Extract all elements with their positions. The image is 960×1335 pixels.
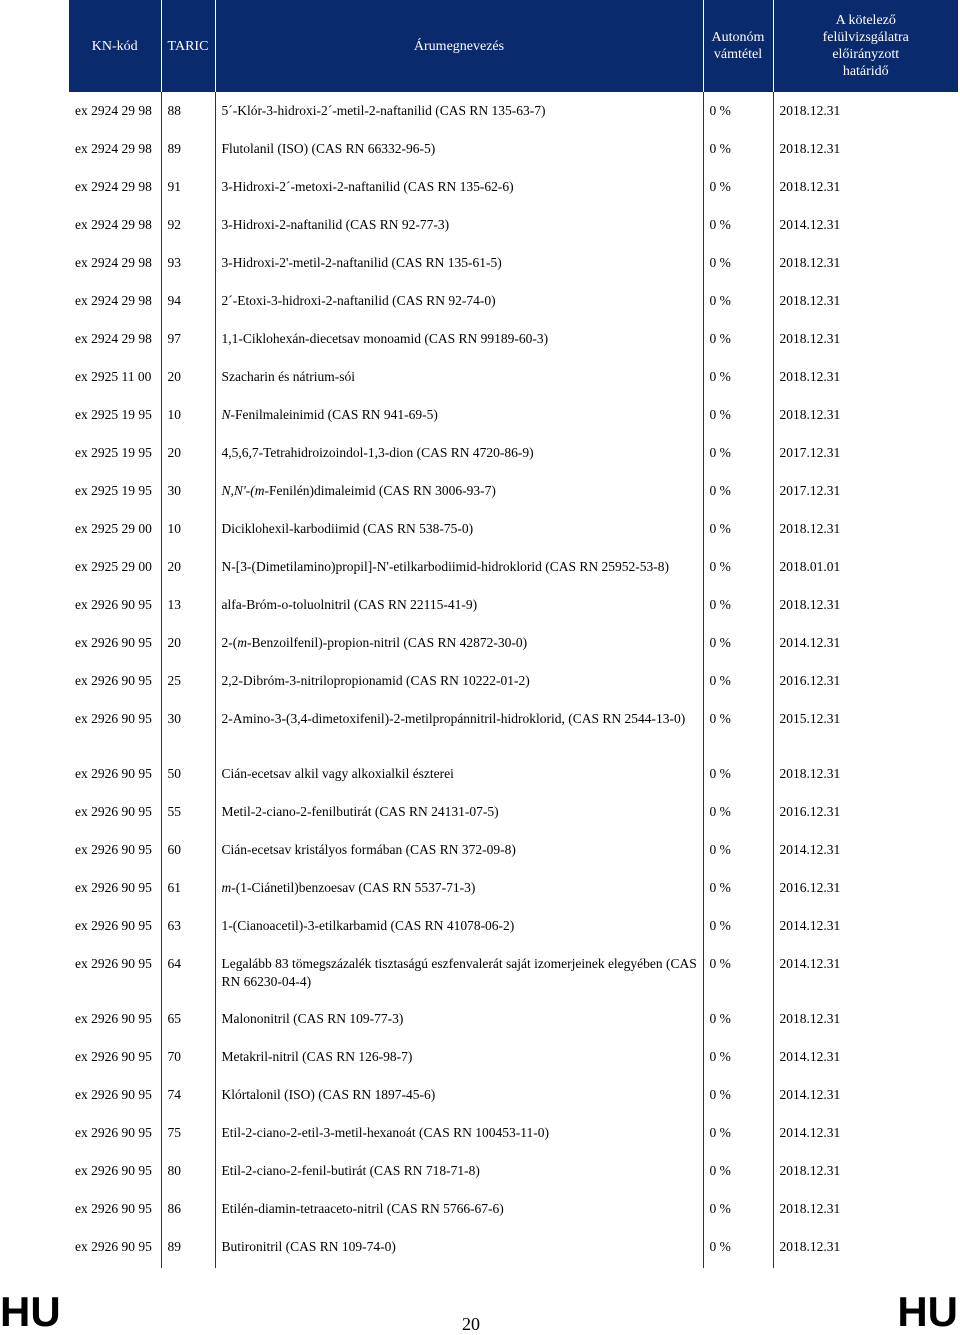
review-date-cell: 2016.12.31 [773,871,958,909]
kn-code-cell: ex 2924 29 98 [75,179,152,194]
duty-rate-cell: 0 % [703,474,773,512]
review-date-cell: 2014.12.31 [773,833,958,871]
taric-cell: 75 [161,1116,215,1154]
duty-rate-cell: 0 % [703,1192,773,1230]
taric-cell: 97 [161,322,215,360]
review-date-cell: 2018.12.31 [773,170,958,208]
table-row [69,170,958,208]
description-cell: 4,5,6,7-Tetrahidroizoindol-1,3-dion (CAS RN 4720-86-9) [215,436,703,474]
taric-cell: 70 [161,1040,215,1078]
footer-country-code-right: HU [897,1288,958,1335]
review-date-cell: 2018.12.31 [773,588,958,626]
duty-rate-cell: 0 % [703,550,773,588]
header-review-line: előirányzott [832,47,900,62]
duty-rate-cell: 0 % [703,1116,773,1154]
header-taric: TARIC [161,0,215,92]
kn-code-cell: ex 2926 90 95 [75,1239,152,1254]
table-row [69,208,958,246]
review-date-cell: 2014.12.31 [773,947,958,1002]
table-row [69,1116,958,1154]
kn-code-cell: ex 2926 90 95 [75,673,152,688]
review-date-cell: 2017.12.31 [773,474,958,512]
description-cell: Etil-2-ciano-2-etil-3-metil-hexanoát (CAS RN 100453-11-0) [215,1116,703,1154]
table-row [69,871,958,909]
kn-code-cell: ex 2926 90 95 [75,597,152,612]
duty-rate-cell: 0 % [703,436,773,474]
table-row [69,398,958,436]
duty-rate-cell: 0 % [703,1078,773,1116]
duty-rate-cell: 0 % [703,871,773,909]
duty-rate-cell: 0 % [703,1154,773,1192]
duty-rate-cell: 0 % [703,512,773,550]
kn-code-cell: ex 2926 90 95 [75,635,152,650]
review-date-cell: 2018.12.31 [773,360,958,398]
description-cell: 1-(Cianoacetil)-3-etilkarbamid (CAS RN 41078-06-2) [215,909,703,947]
table-row [69,246,958,284]
table-row [69,947,958,1002]
table-row [69,626,958,664]
taric-cell: 50 [161,757,215,795]
kn-code-cell: ex 2926 90 95 [75,1011,152,1026]
duty-rate-cell: 0 % [703,1002,773,1040]
kn-code-cell: ex 2925 19 95 [75,483,152,498]
review-date-cell: 2018.12.31 [773,1192,958,1230]
table-row [69,664,958,702]
table-row [69,92,958,132]
review-date-cell: 2015.12.31 [773,702,958,757]
taric-cell: 88 [161,92,215,132]
review-date-cell: 2017.12.31 [773,436,958,474]
review-date-cell: 2014.12.31 [773,909,958,947]
table-row [69,702,958,757]
table-header-row [69,0,958,92]
review-date-cell: 2018.12.31 [773,92,958,132]
description-cell: 2´-Etoxi-3-hidroxi-2-naftanilid (CAS RN 92-74-0) [215,284,703,322]
header-description: Árumegnevezés [215,0,703,92]
description-cell: 3-Hidroxi-2-naftanilid (CAS RN 92-77-3) [215,208,703,246]
page-number: 20 [462,1314,480,1334]
taric-cell: 91 [161,170,215,208]
review-date-cell: 2014.12.31 [773,208,958,246]
taric-cell: 20 [161,436,215,474]
table-row [69,795,958,833]
taric-cell: 64 [161,947,215,1002]
taric-cell: 20 [161,550,215,588]
review-date-cell: 2016.12.31 [773,795,958,833]
description-cell: 2,2-Dibróm-3-nitrilopropionamid (CAS RN 10222-01-2) [215,664,703,702]
duty-rate-cell: 0 % [703,702,773,757]
table-row [69,833,958,871]
review-date-cell: 2018.12.31 [773,322,958,360]
kn-code-cell: ex 2925 19 95 [75,407,152,422]
description-cell: alfa-Bróm-o-toluolnitril (CAS RN 22115-41-9) [215,588,703,626]
kn-code-cell: ex 2925 29 00 [75,521,152,536]
table-row [69,1154,958,1192]
description-cell: Klórtalonil (ISO) (CAS RN 1897-45-6) [215,1078,703,1116]
review-date-cell: 2014.12.31 [773,1078,958,1116]
kn-code-cell: ex 2926 90 95 [75,956,152,971]
taric-cell: 94 [161,284,215,322]
table-row [69,1002,958,1040]
kn-code-cell: ex 2926 90 95 [75,711,152,726]
review-date-cell: 2018.12.31 [773,1002,958,1040]
taric-cell: 89 [161,1230,215,1268]
taric-cell: 93 [161,246,215,284]
header-duty-line: Autonóm [711,30,765,45]
taric-cell: 10 [161,398,215,436]
duty-rate-cell: 0 % [703,795,773,833]
taric-cell: 63 [161,909,215,947]
duty-rate-cell: 0 % [703,246,773,284]
kn-code-cell: ex 2926 90 95 [75,766,152,781]
duty-rate-cell: 0 % [703,626,773,664]
review-date-cell: 2018.01.01 [773,550,958,588]
review-date-cell: 2018.12.31 [773,1230,958,1268]
kn-code-cell: ex 2924 29 98 [75,255,152,270]
description-cell: m-(1-Ciánetil)benzoesav (CAS RN 5537-71-3) [215,871,703,909]
description-cell: Etil-2-ciano-2-fenil-butirát (CAS RN 718-71-8) [215,1154,703,1192]
description-cell: 3-Hidroxi-2'-metil-2-naftanilid (CAS RN 135-61-5) [215,246,703,284]
duty-rate-cell: 0 % [703,664,773,702]
table-row [69,588,958,626]
taric-cell: 25 [161,664,215,702]
taric-cell: 74 [161,1078,215,1116]
duty-rate-cell: 0 % [703,398,773,436]
review-date-cell: 2018.12.31 [773,1154,958,1192]
taric-cell: 20 [161,360,215,398]
duty-rate-cell: 0 % [703,588,773,626]
kn-code-cell: ex 2926 90 95 [75,804,152,819]
header-duty-line: vámtétel [713,47,763,62]
kn-code-cell: ex 2925 29 00 [75,559,152,574]
header-review-line: felülvizsgálatra [822,30,909,45]
kn-code-cell: ex 2924 29 98 [75,331,152,346]
table-row [69,909,958,947]
description-cell: 5´-Klór-3-hidroxi-2´-metil-2-naftanilid (CAS RN 135-63-7) [215,92,703,132]
kn-code-cell: ex 2925 19 95 [75,445,152,460]
description-cell: N,N'-(m-Fenilén)dimaleimid (CAS RN 3006-93-7) [215,474,703,512]
kn-code-cell: ex 2924 29 98 [75,103,152,118]
table-row [69,360,958,398]
taric-cell: 20 [161,626,215,664]
footer-country-code-left: HU [0,1288,61,1335]
taric-cell: 10 [161,512,215,550]
review-date-cell: 2018.12.31 [773,757,958,795]
kn-code-cell: ex 2926 90 95 [75,918,152,933]
kn-code-cell: ex 2924 29 98 [75,293,152,308]
kn-code-cell: ex 2925 11 00 [75,369,152,384]
review-date-cell: 2018.12.31 [773,512,958,550]
description-cell: N-Fenilmaleinimid (CAS RN 941-69-5) [215,398,703,436]
table-row [69,550,958,588]
duty-rate-cell: 0 % [703,208,773,246]
kn-code-cell: ex 2926 90 95 [75,1049,152,1064]
table-row [69,1230,958,1268]
duty-rate-cell: 0 % [703,757,773,795]
table-row [69,436,958,474]
taric-cell: 92 [161,208,215,246]
duty-rate-cell: 0 % [703,170,773,208]
description-cell: Diciklohexil-karbodiimid (CAS RN 538-75-0) [215,512,703,550]
taric-cell: 86 [161,1192,215,1230]
taric-cell: 30 [161,702,215,757]
header-review-line: határidő [842,64,889,79]
kn-code-cell: ex 2924 29 98 [75,217,152,232]
tariff-table [69,0,958,1268]
taric-cell: 80 [161,1154,215,1192]
description-cell: Cián-ecetsav kristályos formában (CAS RN 372-09-8) [215,833,703,871]
duty-rate-cell: 0 % [703,92,773,132]
description-cell: 3-Hidroxi-2´-metoxi-2-naftanilid (CAS RN 135-62-6) [215,170,703,208]
kn-code-cell: ex 2926 90 95 [75,1201,152,1216]
review-date-cell: 2018.12.31 [773,398,958,436]
review-date-cell: 2018.12.31 [773,284,958,322]
table-row [69,1040,958,1078]
description-cell: N-[3-(Dimetilamino)propil]-N'-etilkarbodiimid-hidroklorid (CAS RN 25952-53-8) [215,550,703,588]
description-cell: 2-Amino-3-(3,4-dimetoxifenil)-2-metilpropánnitril-hidroklorid, (CAS RN 2544-13-0) [215,702,703,757]
duty-rate-cell: 0 % [703,1040,773,1078]
description-cell: Metil-2-ciano-2-fenilbutirát (CAS RN 24131-07-5) [215,795,703,833]
table-row [69,1078,958,1116]
table-row [69,132,958,170]
taric-cell: 55 [161,795,215,833]
kn-code-cell: ex 2926 90 95 [75,880,152,895]
description-cell: Malononitril (CAS RN 109-77-3) [215,1002,703,1040]
taric-cell: 89 [161,132,215,170]
review-date-cell: 2014.12.31 [773,1040,958,1078]
description-cell: Szacharin és nátrium-sói [215,360,703,398]
duty-rate-cell: 0 % [703,1230,773,1268]
duty-rate-cell: 0 % [703,360,773,398]
description-cell: 2-(m-Benzoilfenil)-propion-nitril (CAS RN 42872-30-0) [215,626,703,664]
description-cell: 1,1-Ciklohexán-diecetsav monoamid (CAS RN 99189-60-3) [215,322,703,360]
review-date-cell: 2016.12.31 [773,664,958,702]
kn-code-cell: ex 2926 90 95 [75,1087,152,1102]
header-duty-rate [703,0,773,92]
review-date-cell: 2018.12.31 [773,132,958,170]
review-date-cell: 2014.12.31 [773,1116,958,1154]
description-cell: Metakril-nitril (CAS RN 126-98-7) [215,1040,703,1078]
kn-code-cell: ex 2926 90 95 [75,1125,152,1140]
description-cell: Legalább 83 tömegszázalék tisztaságú eszfenvalerát saját izomerjeinek elegyében (CAS RN 66230-04-4) [215,947,703,1002]
table-row [69,1192,958,1230]
duty-rate-cell: 0 % [703,833,773,871]
header-review-date [773,0,958,92]
duty-rate-cell: 0 % [703,909,773,947]
taric-cell: 61 [161,871,215,909]
kn-code-cell: ex 2926 90 95 [75,842,152,857]
description-cell: Flutolanil (ISO) (CAS RN 66332-96-5) [215,132,703,170]
table-body [69,92,958,1268]
taric-cell: 30 [161,474,215,512]
kn-code-cell: ex 2926 90 95 [75,1163,152,1178]
duty-rate-cell: 0 % [703,132,773,170]
taric-cell: 13 [161,588,215,626]
table-row [69,757,958,795]
duty-rate-cell: 0 % [703,947,773,1002]
table-row [69,284,958,322]
table-row [69,474,958,512]
header-review-line: A kötelező [835,13,896,28]
review-date-cell: 2014.12.31 [773,626,958,664]
kn-code-cell: ex 2924 29 98 [75,141,152,156]
review-date-cell: 2018.12.31 [773,246,958,284]
duty-rate-cell: 0 % [703,322,773,360]
taric-cell: 65 [161,1002,215,1040]
duty-rate-cell: 0 % [703,284,773,322]
description-cell: Cián-ecetsav alkil vagy alkoxialkil észterei [215,757,703,795]
table-row [69,322,958,360]
header-kn-code: KN-kód [69,0,161,92]
description-cell: Etilén-diamin-tetraaceto-nitril (CAS RN 5766-67-6) [215,1192,703,1230]
taric-cell: 60 [161,833,215,871]
table-row [69,512,958,550]
tariff-table-container [69,0,960,1268]
description-cell: Butironitril (CAS RN 109-74-0) [215,1230,703,1268]
